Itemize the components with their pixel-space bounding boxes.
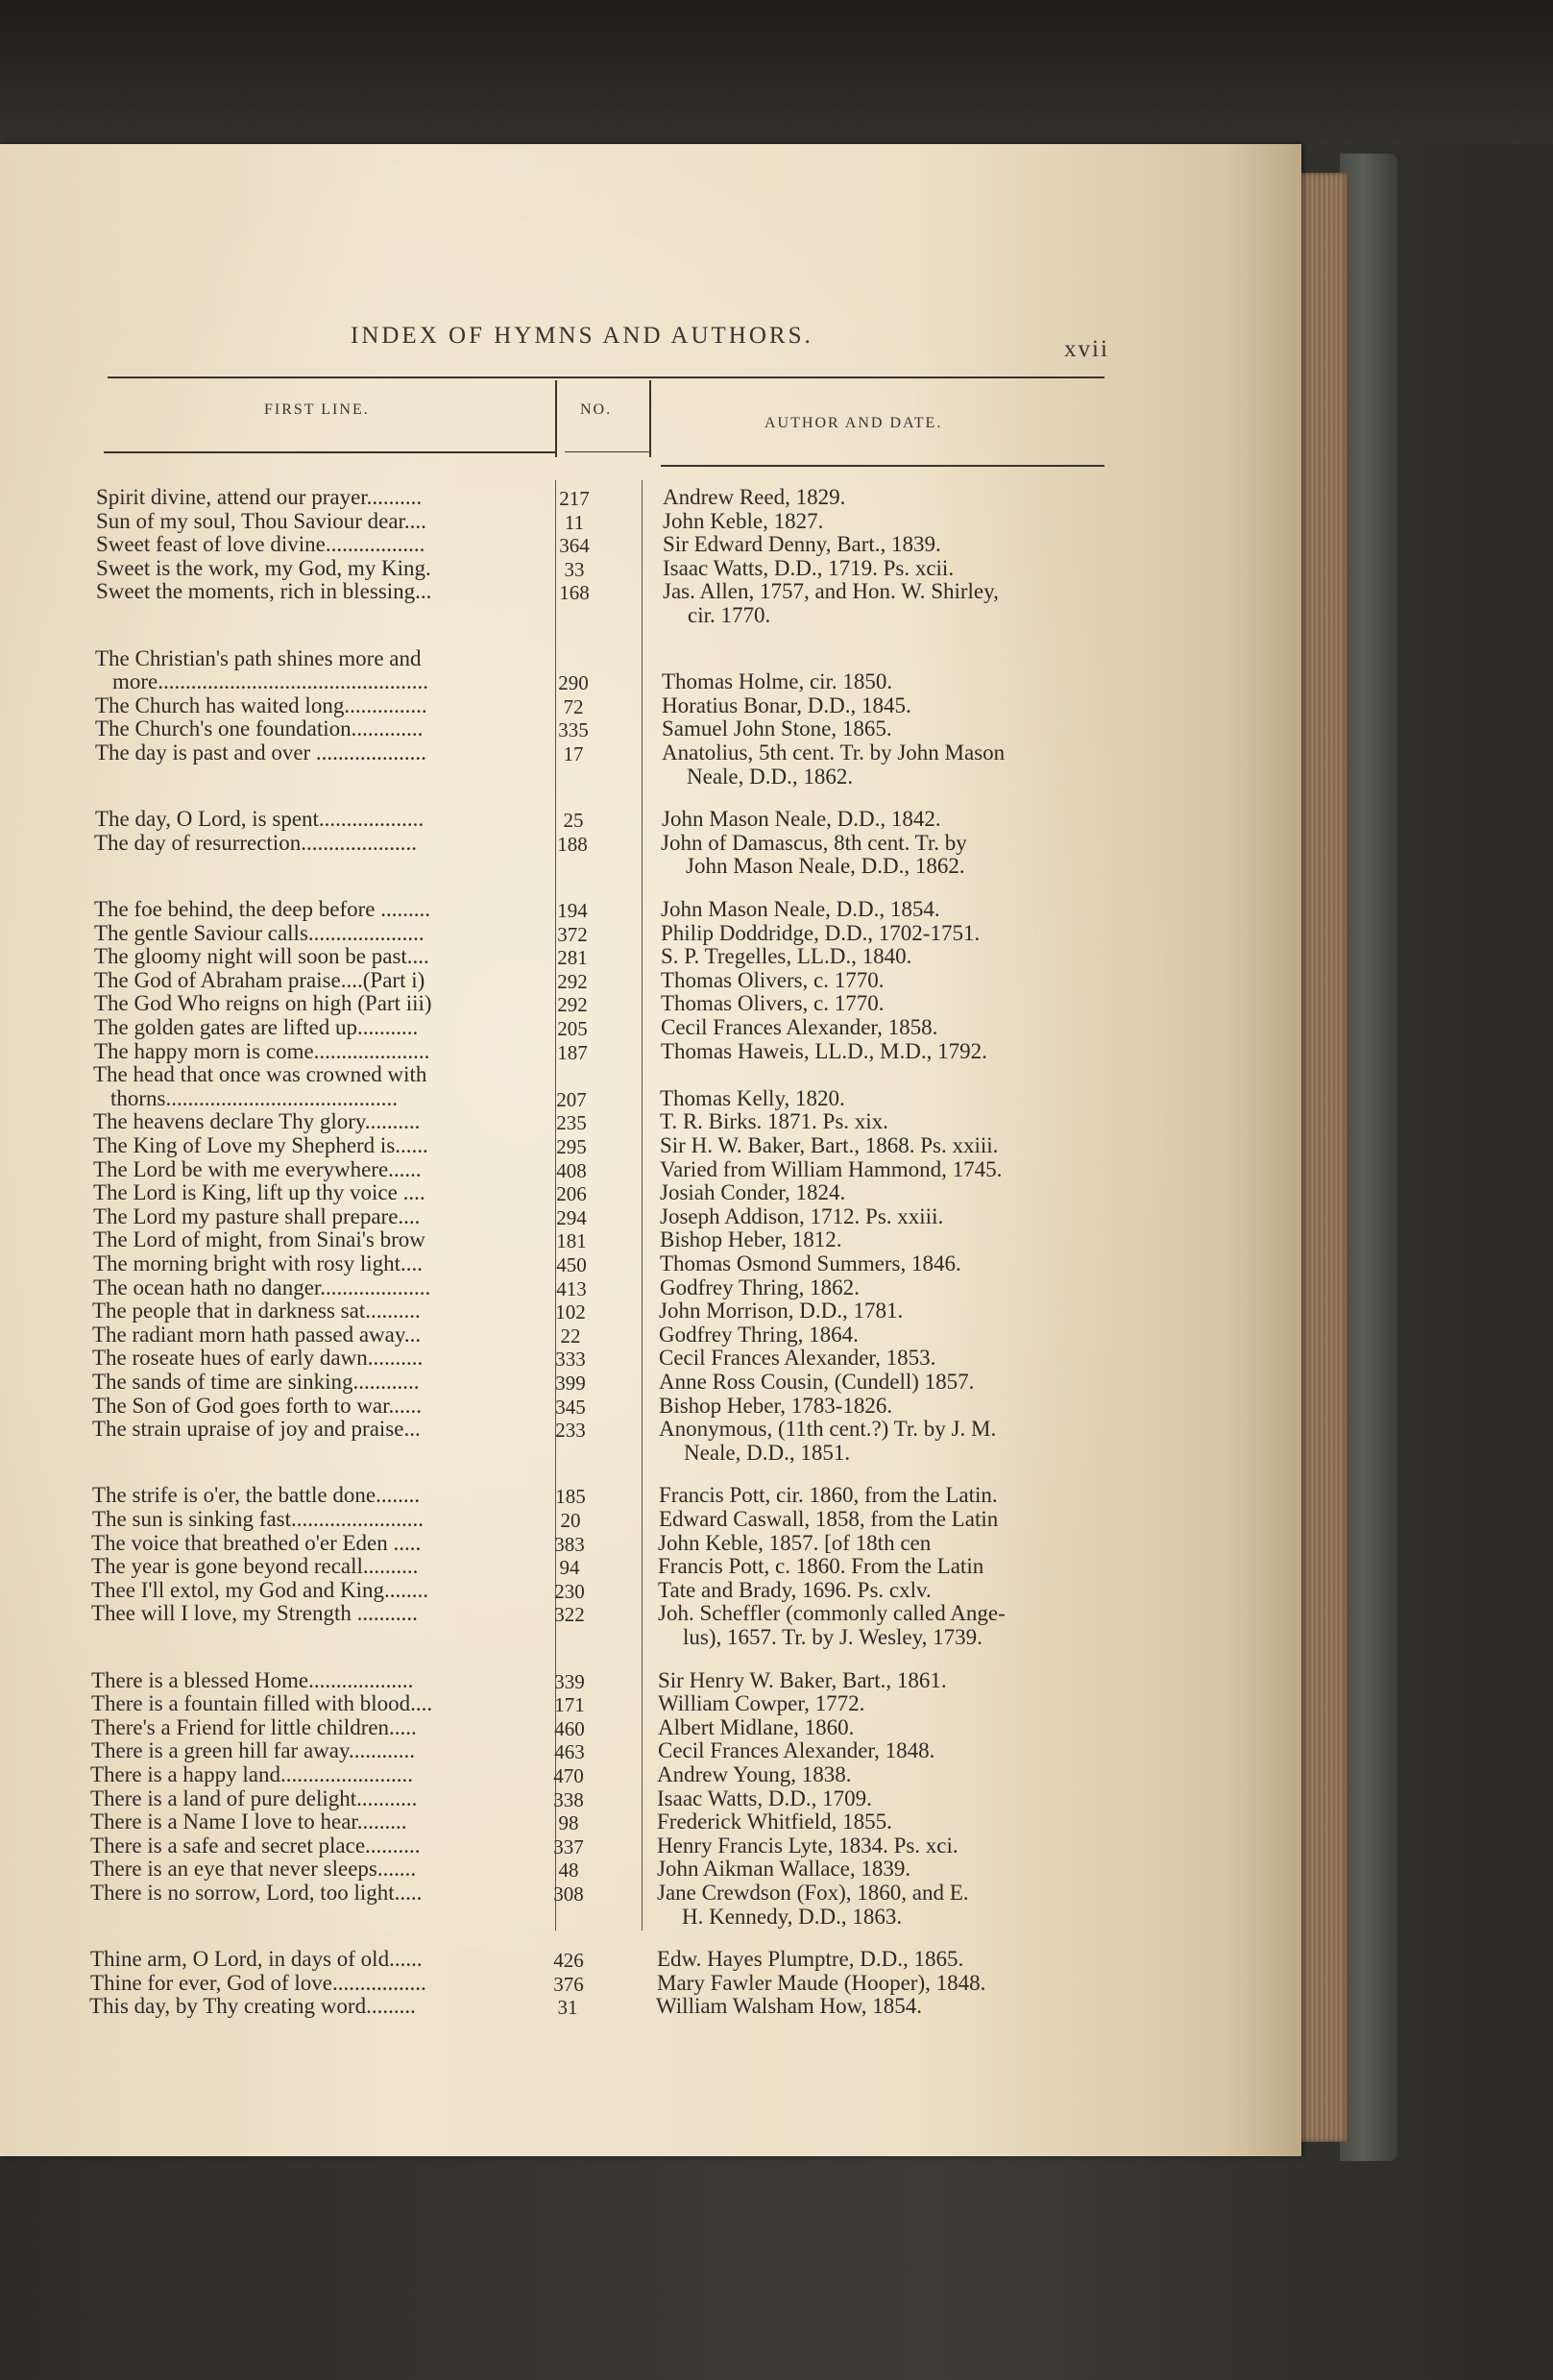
author-and-date-continued: lus), 1657. Tr. by J. Wesley, 1739. (683, 1625, 983, 1649)
author-and-date: John Keble, 1827. (663, 508, 824, 533)
hymn-number: 72 (563, 694, 584, 718)
hymn-number: 206 (556, 1182, 587, 1206)
author-and-date: Anonymous, (11th cent.?) Tr. by J. M. (659, 1417, 997, 1442)
hymn-number: 413 (556, 1276, 587, 1300)
author-and-date: Joh. Scheffler (commonly called Ange- (658, 1601, 1006, 1626)
first-line: Thine arm, O Lord, in days of old...... (90, 1947, 423, 1972)
hymn-number: 235 (556, 1111, 587, 1135)
first-line: The strife is o'er, the battle done........ (92, 1483, 421, 1508)
first-line: The gloomy night will soon be past.... (94, 944, 429, 969)
first-line: There is a green hill far away............ (91, 1738, 415, 1763)
author-and-date-continued: Neale, D.D., 1851. (684, 1440, 851, 1465)
first-line: The Lord my pasture shall prepare.... (93, 1203, 421, 1228)
first-line: The Son of God goes forth to war...... (92, 1393, 423, 1418)
first-line: The day of resurrection..................... (94, 830, 417, 855)
hymn-number: 364 (559, 534, 590, 558)
first-line: Sweet feast of love divine.................. (96, 532, 425, 557)
hymn-number: 20 (560, 1509, 581, 1532)
author-and-date: Bishop Heber, 1783-1826. (659, 1393, 893, 1418)
first-line: Sweet is the work, my God, my King. (96, 555, 431, 580)
first-line: The morning bright with rosy light.... (93, 1251, 424, 1275)
hymn-number: 207 (556, 1087, 587, 1111)
author-and-date: John of Damascus, 8th cent. Tr. by (661, 830, 967, 855)
hymn-number: 281 (557, 946, 588, 970)
hymn-number: 48 (558, 1858, 579, 1882)
first-line: There is a blessed Home................... (91, 1667, 414, 1692)
column-header-no: NO. (580, 401, 613, 418)
hymn-number: 292 (557, 993, 588, 1017)
first-line: The day, O Lord, is spent................... (95, 807, 425, 832)
first-line: Spirit divine, attend our prayer.......... (96, 485, 423, 509)
author-and-date: Thomas Olivers, c. 1770. (661, 967, 885, 992)
author-and-date: Varied from William Hammond, 1745. (660, 1156, 1003, 1181)
hymn-number: 22 (560, 1324, 581, 1348)
author-and-date: John Mason Neale, D.D., 1854. (661, 897, 940, 921)
author-and-date: Jas. Allen, 1757, and Hon. W. Shirley, (663, 579, 999, 604)
first-line: The sands of time are sinking............ (92, 1370, 420, 1394)
author-and-date: Cecil Frances Alexander, 1858. (661, 1015, 938, 1039)
page-edges (1301, 173, 1349, 2142)
author-and-date: Cecil Frances Alexander, 1848. (658, 1738, 935, 1763)
first-line: The ocean hath no danger.................... (93, 1275, 431, 1299)
hymn-number: 98 (558, 1811, 579, 1835)
author-and-date: Josiah Conder, 1824. (660, 1180, 846, 1205)
author-and-date-continued: H. Kennedy, D.D., 1863. (682, 1904, 903, 1929)
author-and-date: Godfrey Thring, 1862. (660, 1275, 860, 1299)
first-line: The God of Abraham praise....(Part i) (94, 967, 425, 992)
first-line: Thee will I love, my Strength ........... (91, 1601, 418, 1626)
first-line-continued: more................................................. (112, 669, 429, 694)
first-line: The day is past and over .................... (95, 741, 426, 765)
hymn-number: 217 (559, 487, 590, 510)
author-and-date: Thomas Kelly, 1820. (660, 1085, 845, 1110)
author-and-date: S. P. Tregelles, LL.D., 1840. (661, 944, 912, 969)
hymn-number: 372 (557, 922, 588, 946)
first-line: This day, by Thy creating word......... (89, 1994, 416, 2019)
hymn-number: 181 (556, 1229, 587, 1253)
hymn-number: 185 (555, 1485, 586, 1509)
first-line: There is a happy land........................ (90, 1762, 413, 1786)
hymn-number: 383 (554, 1532, 585, 1556)
author-and-date: Anne Ross Cousin, (Cundell) 1857. (659, 1370, 975, 1394)
first-line: Sun of my soul, Thou Saviour dear.... (96, 508, 426, 533)
first-line: There is no sorrow, Lord, too light..... (90, 1881, 423, 1905)
first-line: The voice that breathed o'er Eden ..... (91, 1530, 422, 1555)
author-and-date: Samuel John Stone, 1865. (662, 716, 892, 741)
author-and-date: Anatolius, 5th cent. Tr. by John Mason (662, 741, 1006, 765)
first-line: Thine for ever, God of love................. (90, 1970, 426, 1995)
first-line: The year is gone beyond recall.......... (91, 1554, 419, 1579)
first-line: The people that in darkness sat.......... (92, 1299, 421, 1324)
hymn-number: 11 (564, 510, 585, 534)
author-and-date: Andrew Young, 1838. (657, 1762, 852, 1786)
hymn-number: 294 (556, 1205, 587, 1229)
author-and-date-continued: John Mason Neale, D.D., 1862. (686, 854, 965, 879)
first-line: There is a fountain filled with blood.... (91, 1691, 433, 1716)
hymn-number: 399 (555, 1372, 586, 1395)
hymn-number: 463 (554, 1740, 585, 1764)
first-line: The heavens declare Thy glory.......... (93, 1109, 421, 1134)
author-and-date: John Mason Neale, D.D., 1842. (662, 807, 941, 832)
author-and-date: T. R. Birks. 1871. Ps. xix. (660, 1109, 888, 1134)
hymn-number: 290 (558, 671, 589, 695)
hymn-number: 376 (553, 1972, 584, 1996)
first-line: The golden gates are lifted up........... (94, 1015, 419, 1039)
author-and-date: William Walsham How, 1854. (656, 1994, 923, 2019)
author-and-date: Jane Crewdson (Fox), 1860, and E. (657, 1881, 969, 1905)
author-and-date: Henry Francis Lyte, 1834. Ps. xci. (657, 1833, 958, 1858)
hymn-number: 168 (559, 581, 590, 605)
running-head: INDEX OF HYMNS AND AUTHORS. (351, 323, 813, 349)
author-and-date: John Morrison, D.D., 1781. (659, 1299, 904, 1324)
author-and-date: Sir Henry W. Baker, Bart., 1861. (658, 1667, 947, 1692)
author-and-date: Francis Pott, c. 1860. From the Latin (658, 1554, 984, 1579)
hymn-number: 345 (555, 1395, 586, 1419)
author-and-date-continued: Neale, D.D., 1862. (687, 764, 854, 789)
author-and-date: Godfrey Thring, 1864. (659, 1322, 859, 1347)
author-and-date: John Aikman Wallace, 1839. (657, 1857, 911, 1882)
author-and-date: Cecil Frances Alexander, 1853. (659, 1346, 936, 1371)
first-line: The gentle Saviour calls..................... (94, 920, 425, 945)
column-header-author: AUTHOR AND DATE. (764, 415, 943, 431)
hymn-number: 233 (555, 1419, 586, 1443)
hymn-number: 188 (557, 832, 588, 856)
hymn-number: 460 (554, 1716, 585, 1740)
author-and-date: Albert Midlane, 1860. (658, 1714, 855, 1739)
hymn-number: 33 (564, 557, 585, 581)
author-and-date: Philip Doddridge, D.D., 1702-1751. (661, 920, 981, 945)
first-line: The happy morn is come..................... (94, 1038, 430, 1063)
first-line: The sun is sinking fast........................ (92, 1507, 424, 1531)
author-and-date: Sir H. W. Baker, Bart., 1868. Ps. xxiii. (660, 1133, 999, 1157)
author-and-date: Bishop Heber, 1812. (660, 1227, 842, 1252)
column-header-first-line: FIRST LINE. (264, 401, 370, 418)
hymn-number: 333 (555, 1348, 586, 1372)
first-line: Thee I'll extol, my God and King........ (91, 1577, 428, 1602)
first-line: The Church's one foundation............. (95, 716, 424, 741)
first-line: The Church has waited long............... (95, 692, 427, 717)
hymn-number: 187 (557, 1040, 588, 1064)
author-and-date: Thomas Haweis, LL.D., M.D., 1792. (661, 1038, 987, 1063)
hymn-number: 171 (554, 1693, 585, 1717)
first-line: The strain upraise of joy and praise... (92, 1417, 421, 1442)
hymn-number: 408 (556, 1158, 587, 1182)
author-and-date: Isaac Watts, D.D., 1709. (657, 1785, 872, 1810)
first-line: There is a land of pure delight........... (90, 1785, 418, 1810)
author-and-date: Edward Caswall, 1858, from the Latin (659, 1507, 999, 1531)
hymn-number: 295 (556, 1135, 587, 1158)
first-line: There is a Name I love to hear......... (90, 1809, 407, 1834)
hymn-number: 102 (555, 1300, 586, 1324)
first-line: The radiant morn hath passed away... (92, 1322, 422, 1347)
author-and-date: William Cowper, 1772. (658, 1691, 865, 1716)
author-and-date: Mary Fawler Maude (Hooper), 1848. (657, 1970, 986, 1995)
hymn-number: 31 (557, 1996, 578, 2020)
hymn-number: 292 (557, 969, 588, 993)
first-line: Sweet the moments, rich in blessing... (96, 579, 432, 604)
author-and-date-continued: cir. 1770. (688, 603, 771, 627)
page-number: xvii (1064, 336, 1109, 362)
hymn-number: 338 (553, 1787, 584, 1811)
author-and-date: Thomas Osmond Summers, 1846. (660, 1251, 961, 1275)
author-and-date: John Keble, 1857. [of 18th cen (658, 1530, 932, 1555)
hymn-number: 339 (554, 1669, 585, 1693)
hymn-number: 230 (554, 1579, 585, 1603)
first-line: The King of Love my Shepherd is...... (93, 1133, 428, 1157)
author-and-date: Sir Edward Denny, Bart., 1839. (663, 532, 941, 557)
first-line: The head that once was crowned with (93, 1062, 427, 1087)
author-and-date: Isaac Watts, D.D., 1719. Ps. xcii. (663, 555, 955, 580)
hymn-number: 322 (554, 1603, 585, 1627)
author-and-date: Francis Pott, cir. 1860, from the Latin. (659, 1483, 998, 1508)
hymn-number: 308 (553, 1882, 584, 1906)
hymn-number: 450 (556, 1253, 587, 1276)
first-line: The Lord be with me everywhere...... (93, 1156, 422, 1181)
author-and-date: Edw. Hayes Plumptre, D.D., 1865. (657, 1947, 964, 1972)
hymn-number: 17 (563, 742, 584, 765)
hymn-number: 335 (558, 718, 589, 742)
hymn-number: 25 (563, 809, 584, 833)
author-and-date: Horatius Bonar, D.D., 1845. (662, 692, 911, 717)
hymn-number: 426 (553, 1949, 584, 1973)
hymn-number: 470 (553, 1764, 584, 1787)
author-and-date: Thomas Olivers, c. 1770. (661, 991, 885, 1016)
first-line: The Christian's path shines more and (95, 645, 422, 670)
hymn-number: 337 (553, 1834, 584, 1858)
first-line-continued: thorns.......................................... (110, 1085, 398, 1110)
first-line: The foe behind, the deep before ......... (94, 897, 430, 921)
author-and-date: Andrew Reed, 1829. (663, 485, 846, 509)
author-and-date: Frederick Whitfield, 1855. (657, 1809, 892, 1834)
first-line: The roseate hues of early dawn.......... (92, 1346, 424, 1371)
first-line: The Lord is King, lift up thy voice .... (93, 1180, 425, 1205)
hymn-number: 194 (557, 899, 588, 922)
author-and-date: Tate and Brady, 1696. Ps. cxlv. (658, 1577, 932, 1602)
first-line: There is a safe and secret place.......... (90, 1833, 421, 1858)
author-and-date: Thomas Holme, cir. 1850. (662, 669, 893, 694)
hymn-number: 205 (557, 1017, 588, 1040)
hymn-number: 94 (559, 1556, 580, 1580)
author-and-date: Joseph Addison, 1712. Ps. xxiii. (660, 1203, 944, 1228)
first-line: There is an eye that never sleeps....... (90, 1857, 417, 1882)
first-line: There's a Friend for little children..... (91, 1714, 417, 1739)
first-line: The God Who reigns on high (Part iii) (94, 991, 432, 1016)
first-line: The Lord of might, from Sinai's brow (93, 1227, 425, 1252)
